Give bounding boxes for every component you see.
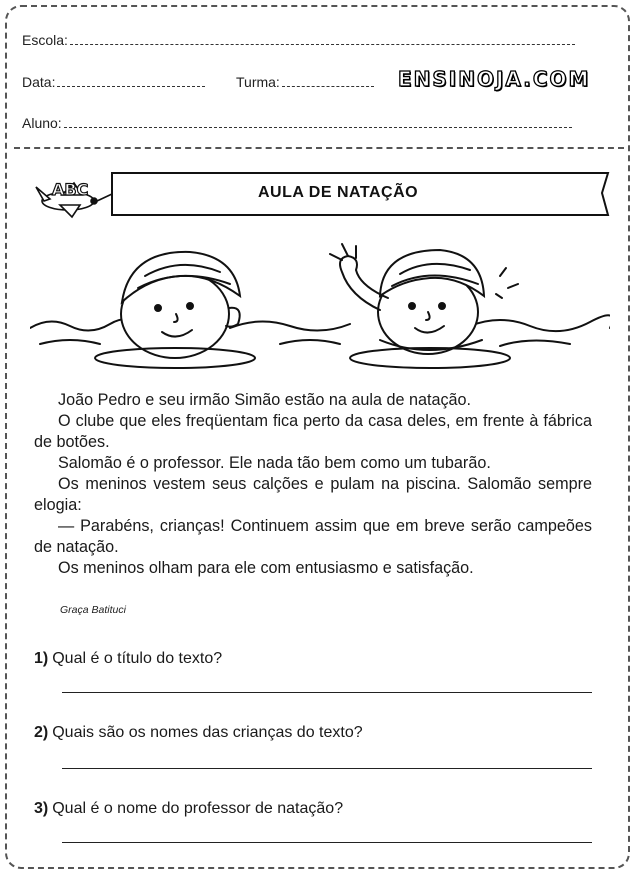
question-3: [34, 800, 343, 818]
school-label: Escola:: [22, 32, 68, 48]
story-text: [34, 390, 592, 579]
student-field[interactable]: [22, 115, 572, 131]
answer-line-1[interactable]: [62, 692, 592, 693]
question-2: [34, 724, 363, 742]
school-line[interactable]: [70, 44, 575, 45]
class-line[interactable]: [282, 86, 374, 87]
plane-letters: ABC: [52, 180, 89, 199]
question-number: 3): [34, 800, 49, 817]
answer-line-3[interactable]: [62, 842, 592, 843]
story-paragraph: — Parabéns, crianças! Continuem assim que em breve serão campeões de natação.: [34, 517, 592, 556]
author-credit: Graça Batituci: [60, 604, 126, 616]
question-text: Qual é o nome do professor de natação?: [52, 800, 344, 817]
student-label: Aluno:: [22, 115, 62, 131]
question-number: 2): [34, 724, 49, 741]
class-label: Turma:: [236, 74, 280, 90]
header-divider: [14, 147, 624, 149]
school-field[interactable]: [22, 32, 575, 48]
page-title: AULA DE NATAÇÃO: [258, 184, 419, 201]
question-text: Quais são os nomes das crianças do texto?: [52, 724, 363, 741]
story-paragraph: Os meninos vestem seus calções e pulam na piscina. Salomão sempre elogia:: [34, 475, 592, 514]
student-line[interactable]: [64, 127, 572, 128]
answer-line-2[interactable]: [62, 768, 592, 769]
date-label: Data:: [22, 74, 56, 90]
date-line[interactable]: [57, 86, 205, 87]
story-paragraph: Os meninos olham para ele com entusiasmo e satisfação.: [58, 559, 474, 577]
date-field[interactable]: [22, 74, 205, 90]
swimming-boys-illustration: [30, 236, 610, 376]
question-number: 1): [34, 650, 49, 667]
brand-logo: ENSINOJA.COM: [398, 67, 591, 91]
story-paragraph: O clube que eles freqüentam fica perto da casa deles, em frente à fábrica de botões.: [34, 412, 592, 451]
story-paragraph: Salomão é o professor. Ele nada tão bem como um tubarão.: [58, 454, 491, 472]
question-text: Qual é o título do texto?: [52, 650, 223, 667]
question-1: [34, 650, 222, 668]
story-paragraph: João Pedro e seu irmão Simão estão na aula de natação.: [58, 391, 472, 409]
class-field[interactable]: [236, 74, 374, 90]
